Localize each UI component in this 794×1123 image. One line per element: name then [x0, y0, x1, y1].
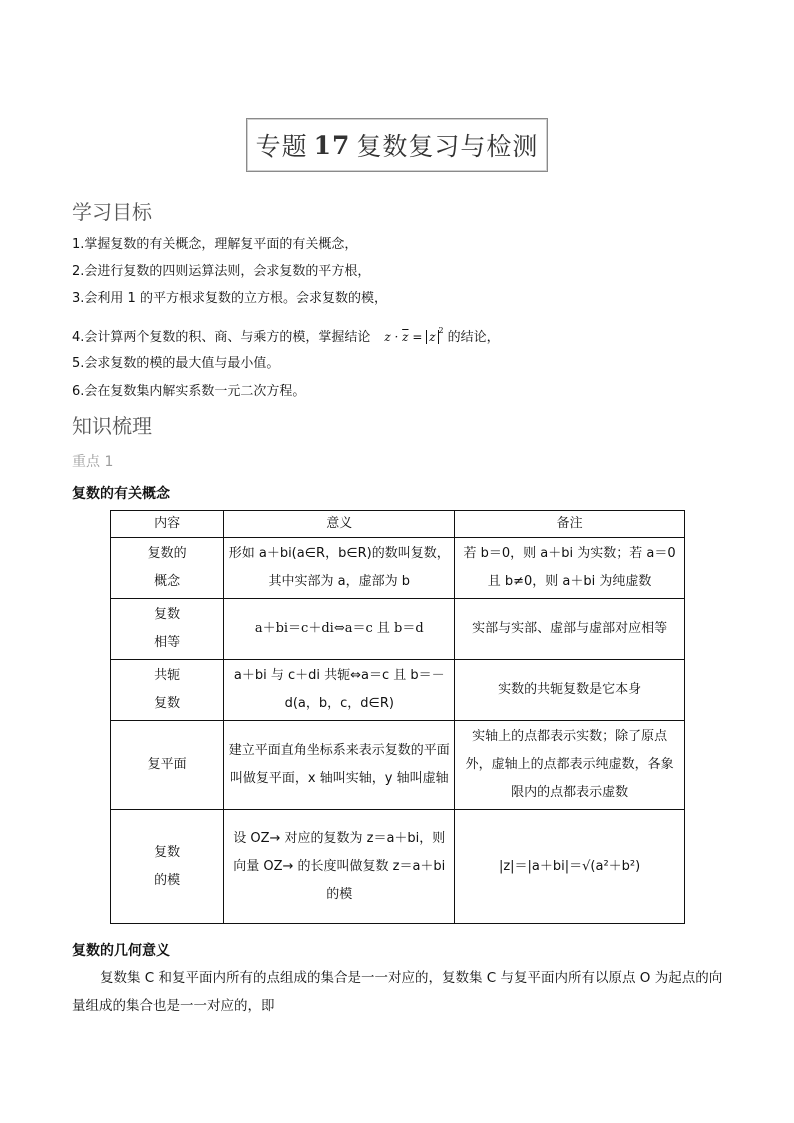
- objective-3: 3.会利用 1 的平方根求复数的立方根。会求复数的模，: [72, 291, 387, 306]
- row-note: 若 b＝0，则 a＋bi 为实数；若 a＝0 且 b≠0，则 a＋bi 为纯虚数: [455, 538, 685, 599]
- row-note: 实数的共轭复数是它本身: [455, 660, 685, 721]
- page-title: [246, 118, 548, 172]
- header-content: 内容: [111, 511, 224, 538]
- objective-4: [72, 322, 500, 347]
- header-meaning: 意义: [224, 511, 455, 538]
- row-meaning: 建立平面直角坐标系来表示复数的平面叫做复平面，x 轴叫实轴，y 轴叫虚轴: [224, 721, 455, 810]
- row-name: 复数 相等: [111, 599, 224, 660]
- objective-5: 5.会求复数的模的最大值与最小值。: [72, 356, 280, 371]
- table-row: [111, 599, 685, 660]
- table-row: [111, 660, 685, 721]
- conjugate-formula: $z \cdot \overline{z} = z$ $^2$: [384, 326, 444, 344]
- row-name: 共轭 复数: [111, 660, 224, 721]
- objective-4-tail: 的结论，: [447, 330, 500, 345]
- row-name: 复数 的模: [111, 810, 224, 924]
- row-meaning: 形如 a＋bi(a∈R，b∈R)的数叫复数，其中实部为 a，虚部为 b: [224, 538, 455, 599]
- table-header-row: [111, 511, 685, 538]
- title-prefix: 专题: [255, 132, 308, 161]
- row-meaning: a＋bi＝c＋di⇔a＝c 且 b＝d: [224, 599, 455, 660]
- objective-6: 6.会在复数集内解实系数一元二次方程。: [72, 384, 306, 399]
- row-name: 复平面: [111, 721, 224, 810]
- objective-4-text: 4.会计算两个复数的积、商、与乘方的模，掌握结论: [72, 330, 371, 345]
- subheading-concepts: 复数的有关概念: [72, 486, 170, 502]
- section-heading-knowledge: 知识梳理: [72, 414, 152, 438]
- subheading-geometry: 复数的几何意义: [72, 943, 170, 959]
- table-row: [111, 538, 685, 599]
- table-row: [111, 721, 685, 810]
- row-meaning: a＋bi 与 c＋di 共轭⇔a＝c 且 b＝－d(a，b，c，d∈R): [224, 660, 455, 721]
- table-row: [111, 810, 685, 924]
- section-heading-goals: 学习目标: [72, 200, 152, 224]
- body-paragraph: 复数集 C 和复平面内所有的点组成的集合是一一对应的，复数集 C 与复平面内所有以原点 O 为起点的向量组成的集合也是一一对应的，即: [72, 970, 723, 1014]
- row-note: 实部与实部、虚部与虚部对应相等: [455, 599, 685, 660]
- point-label: 重点 1: [72, 454, 114, 470]
- objective-1: 1.掌握复数的有关概念，理解复平面的有关概念，: [72, 237, 358, 252]
- title-suffix: 复数复习与检测: [356, 132, 539, 161]
- row-note: |z|＝|a＋bi|＝√(a²＋b²): [455, 810, 685, 924]
- row-name: 复数的 概念: [111, 538, 224, 599]
- row-meaning: 设 OZ→ 对应的复数为 z＝a＋bi，则向量 OZ→ 的长度叫做复数 z＝a＋bi 的模: [224, 810, 455, 924]
- concepts-table: [110, 510, 685, 924]
- header-note: 备注: [455, 511, 685, 538]
- row-note: 实轴上的点都表示实数；除了原点外，虚轴上的点都表示纯虚数，各象限内的点都表示虚数: [455, 721, 685, 810]
- title-number: 17: [313, 130, 351, 160]
- objective-2: 2.会进行复数的四则运算法则，会求复数的平方根，: [72, 264, 371, 279]
